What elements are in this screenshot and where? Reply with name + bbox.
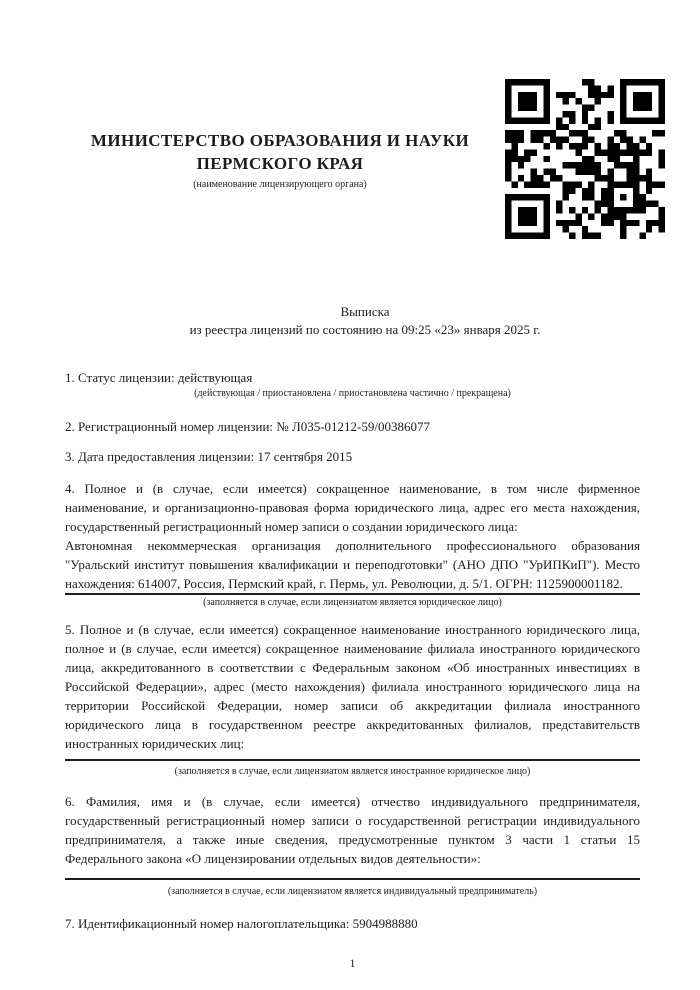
item-2-registration-number: 2. Регистрационный номер лицензии: № Л035-01212-59/00386077: [65, 419, 431, 434]
item-1-license-status: 1. Статус лицензии: действующая: [65, 370, 253, 385]
item-4-value: Автономная некоммерческая организация дополнительного профессионального образования "Уральский институт повышения квалификации и переподготовки" (АНО ДПО "УрИПКиП"). Место нахождения: 614007, Россия, Пермский край, г. Пермь, ул. Революции, д. 5/1. ОГРН: 1125900001182.: [65, 538, 640, 591]
qr-code-icon: [505, 79, 665, 239]
item-6-individual-entrepreneur: 6. Фамилия, имя и (в случае, если имеется) отчество индивидуального предпринимателя, государственный регистрационный номер записи о государственной регистрации индивидуального предпринимателя, а также иные сведения, предусмотренные пунктом 3 части 1 статьи 15 Федерального закона «О лицензировании отдельных видов деятельности»:: [65, 792, 640, 880]
doc-title-line2: из реестра лицензий по состоянию на 09:25 «23» января 2025 г.: [189, 321, 541, 337]
item-5-foreign-entity: 5. Полное и (в случае, если имеется) сокращенное наименование иностранного юридического лица, полное и (в случае, если имеется) сокращенное наименование филиала иностранного юридического лица, аккредитованного в соответствии с Федеральным законом «Об иностранных инвестициях в Российской Федерации», адрес (место нахождения) филиала иностранного юридического лица на территории Российской Федерации, номер записи об аккредитации филиала иностранного юридического лица в государственном реестре аккредитованных филиалов, представительств иностранных юридических лиц:: [65, 620, 640, 761]
item-4-legal-entity: [65, 479, 640, 595]
ministry-name-line2: ПЕРМСКОГО КРАЯ: [196, 154, 364, 173]
item-1-caption: (действующая / приостановлена / приостановлена частично / прекращена): [194, 388, 511, 399]
licensing-authority-block: [65, 129, 495, 192]
item-6-caption: (заполняется в случае, если лицензиатом является индивидуальный предприниматель): [167, 886, 538, 897]
item-4-caption: (заполняется в случае, если лицензиатом является юридическое лицо): [203, 597, 502, 608]
item-3-grant-date: 3. Дата предоставления лицензии: 17 сентября 2015: [65, 449, 353, 464]
page-number: 1: [349, 956, 356, 970]
document-title: [65, 303, 640, 338]
item-7-taxpayer-number: 7. Идентификационный номер налогоплательщика: 5904988880: [65, 916, 418, 931]
item-5-caption: (заполняется в случае, если лицензиатом является иностранное юридическое лицо): [174, 766, 531, 777]
doc-title-line1: Выписка: [340, 304, 390, 319]
document-header: [0, 0, 700, 239]
document-body: [0, 303, 700, 971]
item-4-label: 4. Полное и (в случае, если имеется) сокращенное наименование, в том числе фирменное наименование, и организационно-правовая форма юридического лица, адрес его места нахождения, государственный регистрационный номер записи о создании юридического лица:: [65, 481, 640, 534]
ministry-caption: (наименование лицензирующего органа): [193, 179, 367, 190]
ministry-name-line1: МИНИСТЕРСТВО ОБРАЗОВАНИЯ И НАУКИ: [90, 131, 470, 150]
